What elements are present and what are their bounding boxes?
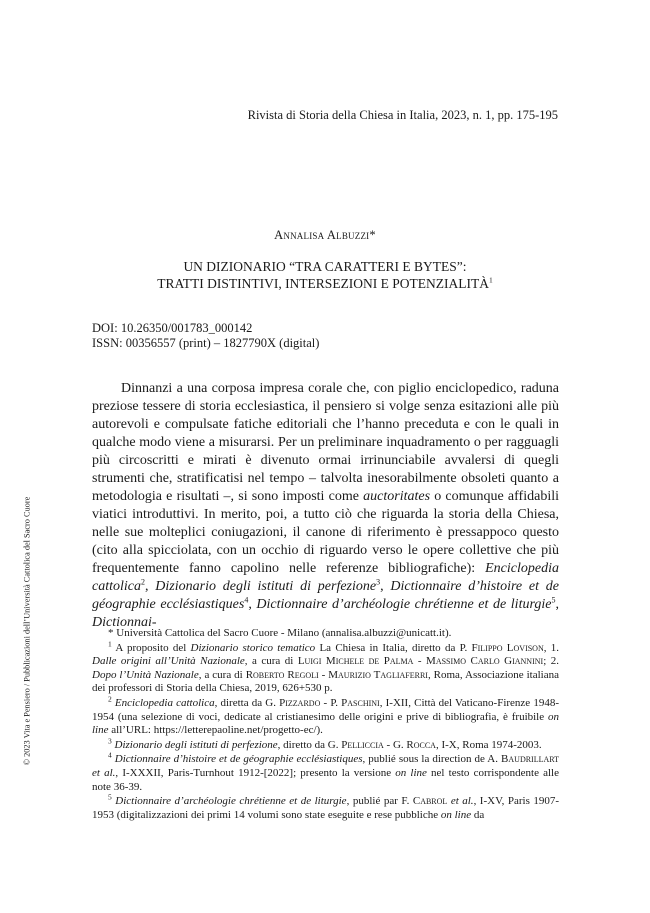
body-text-part-3: o comunque affidabili viatici introduttivi. In merito, poi, a tutto ciò che riguarda la storia della Chiesa, nelle sue molteplici coniugazioni, il canone di riferimento è pressappoco questo (cito alla spicciolata, con un occhio di riguardo verso le opere collettive che più frequentemente fanno capolino nelle referenze bibliografiche): — [92, 489, 559, 576]
footnote-1 — [92, 638, 560, 696]
footnote-number: 5 — [108, 792, 112, 802]
footnote-italic: Dizionario degli istituti di perfezione — [114, 738, 278, 751]
identifiers — [92, 321, 562, 351]
footnote-text: Università Cattolica del Sacro Cuore - Milano (annalisa.albuzzi@unicatt.it). — [113, 627, 452, 639]
work-dictionnai: Dictionnai- — [92, 615, 157, 630]
footnote-text: A proposito del — [111, 641, 191, 654]
work-dacl: Dictionnaire d’archéologie chrétienne et de liturgie — [256, 597, 552, 612]
footnote-italic: Dictionnaire d’histoire et de géographie ecclésiastiques — [114, 753, 363, 766]
separator: , — [555, 597, 559, 612]
article-title — [0, 258, 650, 292]
footnote-number: 3 — [108, 736, 112, 746]
footnote-text: , publié sous la direction de A. — [362, 753, 502, 766]
title-line-2-text: TRATTI DISTINTIVI, INTERSEZIONI E POTENZIALITÀ — [157, 276, 490, 291]
author-name — [0, 228, 650, 243]
footnote-name: Cabrol — [412, 795, 448, 808]
footnote-text: , Roma, Associazione italiana dei professori di Storia della Chiesa, 2019, 626+530 p. — [92, 668, 559, 695]
footnote-text: , a cura di — [244, 655, 298, 668]
footnote-author — [92, 627, 559, 641]
footnote-text: , I-XV, Paris 1907-1953 (digitalizzazioni dei primi 14 volumi sono state eseguite e rese pubbliche — [92, 795, 560, 821]
issn: ISSN: 00356557 (print) – 1827790X (digital) — [92, 336, 320, 350]
footnote-name: Roberto Regoli - Maurizio Tagliaferri — [245, 668, 428, 681]
footnote-name: Baudrillart — [501, 753, 560, 766]
separator: , — [145, 579, 156, 594]
footnote-name: Luigi Michele de Palma - Massimo Carlo Giannini — [297, 655, 544, 668]
footnote-text: , diretto da G. — [277, 738, 342, 751]
note-ref-4: 4 — [244, 595, 249, 605]
footnote-text: , diretta da G. — [214, 696, 280, 709]
body-text — [92, 380, 559, 632]
work-dizionario-istituti: Dizionario degli istituti di perfezione — [155, 579, 377, 594]
footnote-text: , I-X, Roma 1974-2003. — [435, 738, 542, 751]
body-paragraph — [92, 380, 559, 632]
note-ref-5: 5 — [551, 595, 556, 605]
footnote-text: , I-XXXII, Paris-Turnhout 1912-[2022]; presento la versione — [115, 766, 396, 779]
footnote-text: da — [471, 808, 485, 821]
footnote-text: - G. — [383, 738, 407, 751]
footnote-text: , 1. — [543, 641, 560, 654]
footnote-italic: on line — [395, 766, 427, 779]
footnote-italic: Enciclopedia cattolica — [114, 696, 215, 709]
footnote-4 — [92, 750, 560, 794]
footnote-5 — [92, 792, 560, 822]
term-auctoritates: auctoritates — [363, 489, 431, 504]
footnote-italic: Dizionario storico tematico — [190, 641, 316, 654]
footnote-name: Pelliccia — [341, 738, 384, 751]
copyright-notice: © 2023 Vita e Pensiero / Pubblicazioni dell’Università Cattolica del Sacro Cuore — [22, 496, 32, 766]
doi: DOI: 10.26350/001783_000142 — [92, 321, 253, 335]
footnote-name: Rocca — [406, 738, 436, 751]
footnote-text: , a cura di — [198, 668, 246, 681]
work-dhge: Dictionnaire d’histoire et de géographie ecclésiastiques — [92, 579, 560, 612]
footnote-name: Filippo Lovison — [471, 641, 544, 654]
title-footnote-mark: 1 — [489, 275, 493, 285]
author-footnote-mark: * — [369, 228, 376, 242]
footnote-text: nel testo corrispondente alle note 36-39. — [92, 766, 559, 793]
footnote-3 — [92, 736, 559, 753]
body-text-part-1: Dinnanzi a una corposa impresa corale che, con piglio enciclopedico, raduna preziose tessere di storia ecclesiastica, il pensiero si volge senza esitazioni alle più autorevoli e compulsate fatiche editoriali che l’hanno preceduta e con le quali in qualche modo viene a misurarsi. Per un preliminare inquadramento o per ragguagli più circoscritti e mirati è divenuto ormai irrinunciabile avvalersi di quegli strumenti che, stratificatisi nel tempo – talvolta inesorabilmente obsoleti quanto a metodologia e risultati –, si sono imposti come — [92, 381, 559, 504]
footnote-italic: Dictionnaire d’archéologie chrétienne et de liturgie — [115, 795, 347, 808]
note-ref-3: 3 — [376, 577, 381, 587]
footnote-italic: et al. — [92, 766, 116, 779]
footnote-name: Pizzardo — [279, 696, 321, 709]
footnote-italic: on line — [440, 808, 472, 821]
footnote-text: , publié par F. — [346, 795, 413, 808]
footnote-text: , I-XII, Città del Vaticano-Firenze 1948-1954 (una selezione di voci, dedicate al cristianesimo delle origini e prive di bibliografia, è fruibile — [92, 696, 559, 723]
footnote-italic: on line — [92, 710, 559, 737]
footnote-text: all’URL: https://letterepaoline.net/progetto-ec/). — [108, 724, 323, 737]
footnote-2 — [92, 694, 559, 738]
footnote-number: 2 — [108, 694, 112, 704]
footnotes — [92, 627, 559, 823]
footnote-italic: Dopo l’Unità Nazionale — [92, 668, 199, 681]
title-line-1: UN DIZIONARIO “TRA CARATTERI E BYTES”: — [183, 259, 467, 274]
footnote-number: 1 — [108, 638, 112, 648]
footnote-text: ; 2. — [543, 655, 559, 668]
footnote-italic: et al. — [450, 795, 474, 808]
title-line-2 — [0, 275, 650, 292]
note-ref-2: 2 — [141, 577, 145, 587]
separator: , — [248, 597, 257, 612]
author-name-text: Annalisa Albuzzi — [274, 228, 370, 242]
footnote-text: La Chiesa in Italia, diretto da P. — [315, 641, 472, 654]
footnote-mark: * — [108, 627, 114, 639]
separator: , — [380, 579, 391, 594]
work-enciclopedia-cattolica: Enciclopedia cattolica — [92, 561, 559, 594]
footnote-italic: Dalle origini all’Unità Nazionale — [92, 655, 245, 668]
copyright-sidebar — [20, 486, 34, 776]
journal-citation: Rivista di Storia della Chiesa in Italia, 2023, n. 1, pp. 175-195 — [247, 108, 558, 122]
footnote-text: - P. — [320, 696, 342, 709]
footnote-number: 4 — [108, 750, 112, 760]
footnote-name: Paschini — [341, 696, 380, 709]
